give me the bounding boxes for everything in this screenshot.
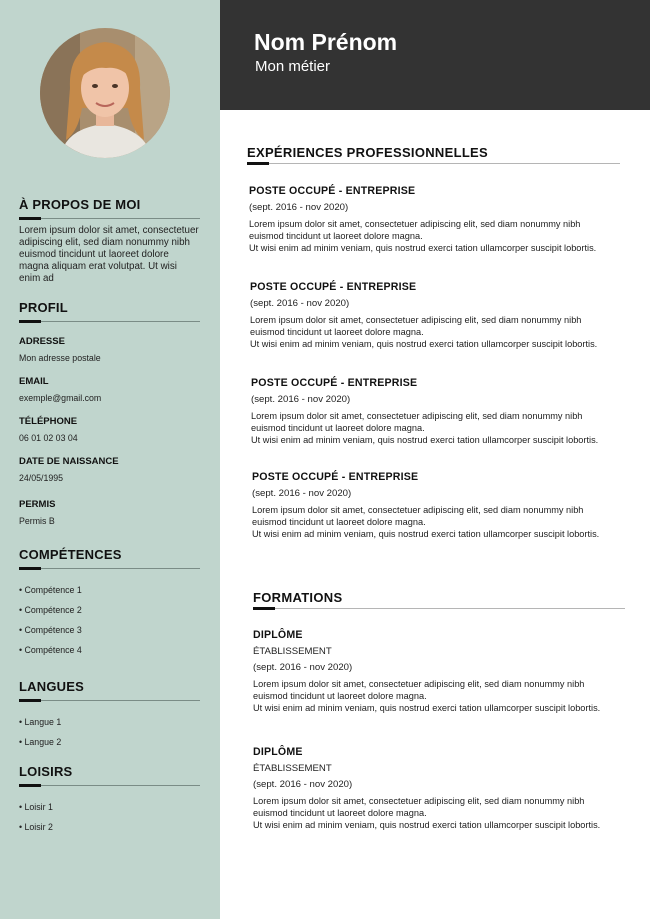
experience-entry [251, 377, 621, 446]
profile-field-label: ADRESSE [19, 336, 65, 347]
entry-school: ÉTABLISSEMENT [253, 646, 332, 657]
skills-title: COMPÉTENCES [19, 547, 122, 562]
education-entry [253, 629, 623, 714]
languages-divider [19, 700, 200, 701]
skills-list [19, 585, 200, 665]
entry-text-line: Ut wisi enim ad minim veniam, quis nostrud exerci tation ullamcorper suscipit lobortis. [250, 338, 598, 349]
entry-date: (sept. 2016 - nov 2020) [249, 202, 349, 213]
profile-field [19, 336, 200, 363]
entry-text-line: Lorem ipsum dolor sit amet, consectetuer adipiscing elit, sed diam nonummy nibh euismod tincidunt ut laoreet dolore magna. [251, 411, 583, 433]
language-item: • Langue 1 [19, 717, 62, 727]
entry-title: DIPLÔME [253, 746, 303, 758]
entry-text-line: Ut wisi enim ad minim veniam, quis nostrud exerci tation ullamcorper suscipit lobortis. [253, 702, 601, 713]
profile-field-value: Mon adresse postale [19, 353, 101, 363]
hobby-item: • Loisir 1 [19, 802, 53, 812]
about-divider [19, 218, 200, 219]
experience-divider [247, 163, 620, 164]
entry-date: (sept. 2016 - nov 2020) [251, 394, 351, 405]
profile-field [19, 499, 200, 526]
entry-description [249, 219, 617, 254]
entry-text-line: Lorem ipsum dolor sit amet, consectetuer adipiscing elit, sed diam nonummy nibh euismod tincidunt ut laoreet dolore magna. [252, 505, 584, 527]
profile-field-label: TÉLÉPHONE [19, 416, 78, 427]
entry-title: POSTE OCCUPÉ - ENTREPRISE [250, 281, 417, 293]
entry-description [253, 679, 621, 714]
skill-item: • Compétence 2 [19, 605, 82, 615]
languages-list [19, 717, 200, 757]
person-name: Nom Prénom [254, 29, 398, 55]
main-content [220, 0, 650, 919]
entry-description [253, 796, 621, 831]
skill-item: • Compétence 3 [19, 625, 82, 635]
education-title: FORMATIONS [253, 590, 343, 605]
entry-title: POSTE OCCUPÉ - ENTREPRISE [249, 185, 416, 197]
entry-text-line: Lorem ipsum dolor sit amet, consectetuer adipiscing elit, sed diam nonummy nibh euismod tincidunt ut laoreet dolore magna. [253, 679, 585, 701]
entry-date: (sept. 2016 - nov 2020) [252, 488, 352, 499]
experience-entry [252, 471, 622, 540]
entry-title: POSTE OCCUPÉ - ENTREPRISE [251, 377, 418, 389]
language-item: • Langue 2 [19, 737, 62, 747]
profile-title: PROFIL [19, 300, 68, 315]
entry-title: POSTE OCCUPÉ - ENTREPRISE [252, 471, 419, 483]
profile-field-label: EMAIL [19, 376, 49, 387]
entry-date: (sept. 2016 - nov 2020) [253, 662, 353, 673]
about-title: À PROPOS DE MOI [19, 197, 141, 212]
entry-text-line: Lorem ipsum dolor sit amet, consectetuer adipiscing elit, sed diam nonummy nibh euismod tincidunt ut laoreet dolore magna. [250, 315, 582, 337]
profile-field-label: DATE DE NAISSANCE [19, 456, 119, 467]
about-section [19, 197, 200, 285]
profile-field-value: 06 01 02 03 04 [19, 433, 78, 443]
entry-description [250, 315, 618, 350]
profile-section [19, 300, 200, 322]
entry-text-line: Ut wisi enim ad minim veniam, quis nostrud exerci tation ullamcorper suscipit lobortis. [249, 242, 597, 253]
hobby-item: • Loisir 2 [19, 822, 53, 832]
entry-date: (sept. 2016 - nov 2020) [253, 779, 353, 790]
profile-photo [40, 28, 170, 158]
profile-field-value: 24/05/1995 [19, 473, 64, 483]
experience-title: EXPÉRIENCES PROFESSIONNELLES [247, 145, 489, 160]
hobbies-section [19, 764, 200, 842]
profile-divider [19, 321, 200, 322]
entry-text-line: Ut wisi enim ad minim veniam, quis nostrud exerci tation ullamcorper suscipit lobortis. [251, 434, 599, 445]
entry-text-line: Lorem ipsum dolor sit amet, consectetuer adipiscing elit, sed diam nonummy nibh euismod tincidunt ut laoreet dolore magna. [249, 219, 581, 241]
profile-field [19, 376, 200, 403]
profile-field [19, 416, 200, 443]
entry-text-line: Ut wisi enim ad minim veniam, quis nostrud exerci tation ullamcorper suscipit lobortis. [252, 528, 600, 539]
entry-date: (sept. 2016 - nov 2020) [250, 298, 350, 309]
education-entry [253, 746, 623, 831]
sidebar [0, 0, 220, 919]
avatar [40, 28, 170, 158]
job-title: Mon métier [255, 58, 331, 75]
entry-description [251, 411, 619, 446]
skills-divider [19, 568, 200, 569]
experience-entry [249, 185, 619, 254]
languages-section [19, 679, 200, 757]
profile-field-label: PERMIS [19, 499, 56, 510]
languages-title: LANGUES [19, 679, 84, 694]
skill-item: • Compétence 1 [19, 585, 82, 595]
hobbies-divider [19, 785, 200, 786]
skills-section [19, 547, 200, 665]
skill-item: • Compétence 4 [19, 645, 82, 655]
hobbies-list [19, 802, 200, 842]
about-text: Lorem ipsum dolor sit amet, consectetuer adipiscing elit, sed diam nonummy nibh euismod tincidunt ut laoreet dolore magna aliquam erat volutpat. Ut wisi enim ad [19, 225, 199, 284]
profile-field [19, 456, 200, 483]
hobbies-title: LOISIRS [19, 764, 73, 779]
entry-text-line: Ut wisi enim ad minim veniam, quis nostrud exerci tation ullamcorper suscipit lobortis. [253, 819, 601, 830]
education-divider [253, 608, 625, 609]
entry-text-line: Lorem ipsum dolor sit amet, consectetuer adipiscing elit, sed diam nonummy nibh euismod tincidunt ut laoreet dolore magna. [253, 796, 585, 818]
header-banner [220, 0, 650, 110]
entry-school: ÉTABLISSEMENT [253, 763, 332, 774]
profile-field-value: exemple@gmail.com [19, 393, 102, 403]
experience-entry [250, 281, 620, 350]
entry-title: DIPLÔME [253, 629, 303, 641]
entry-description [252, 505, 620, 540]
profile-field-value: Permis B [19, 516, 55, 526]
